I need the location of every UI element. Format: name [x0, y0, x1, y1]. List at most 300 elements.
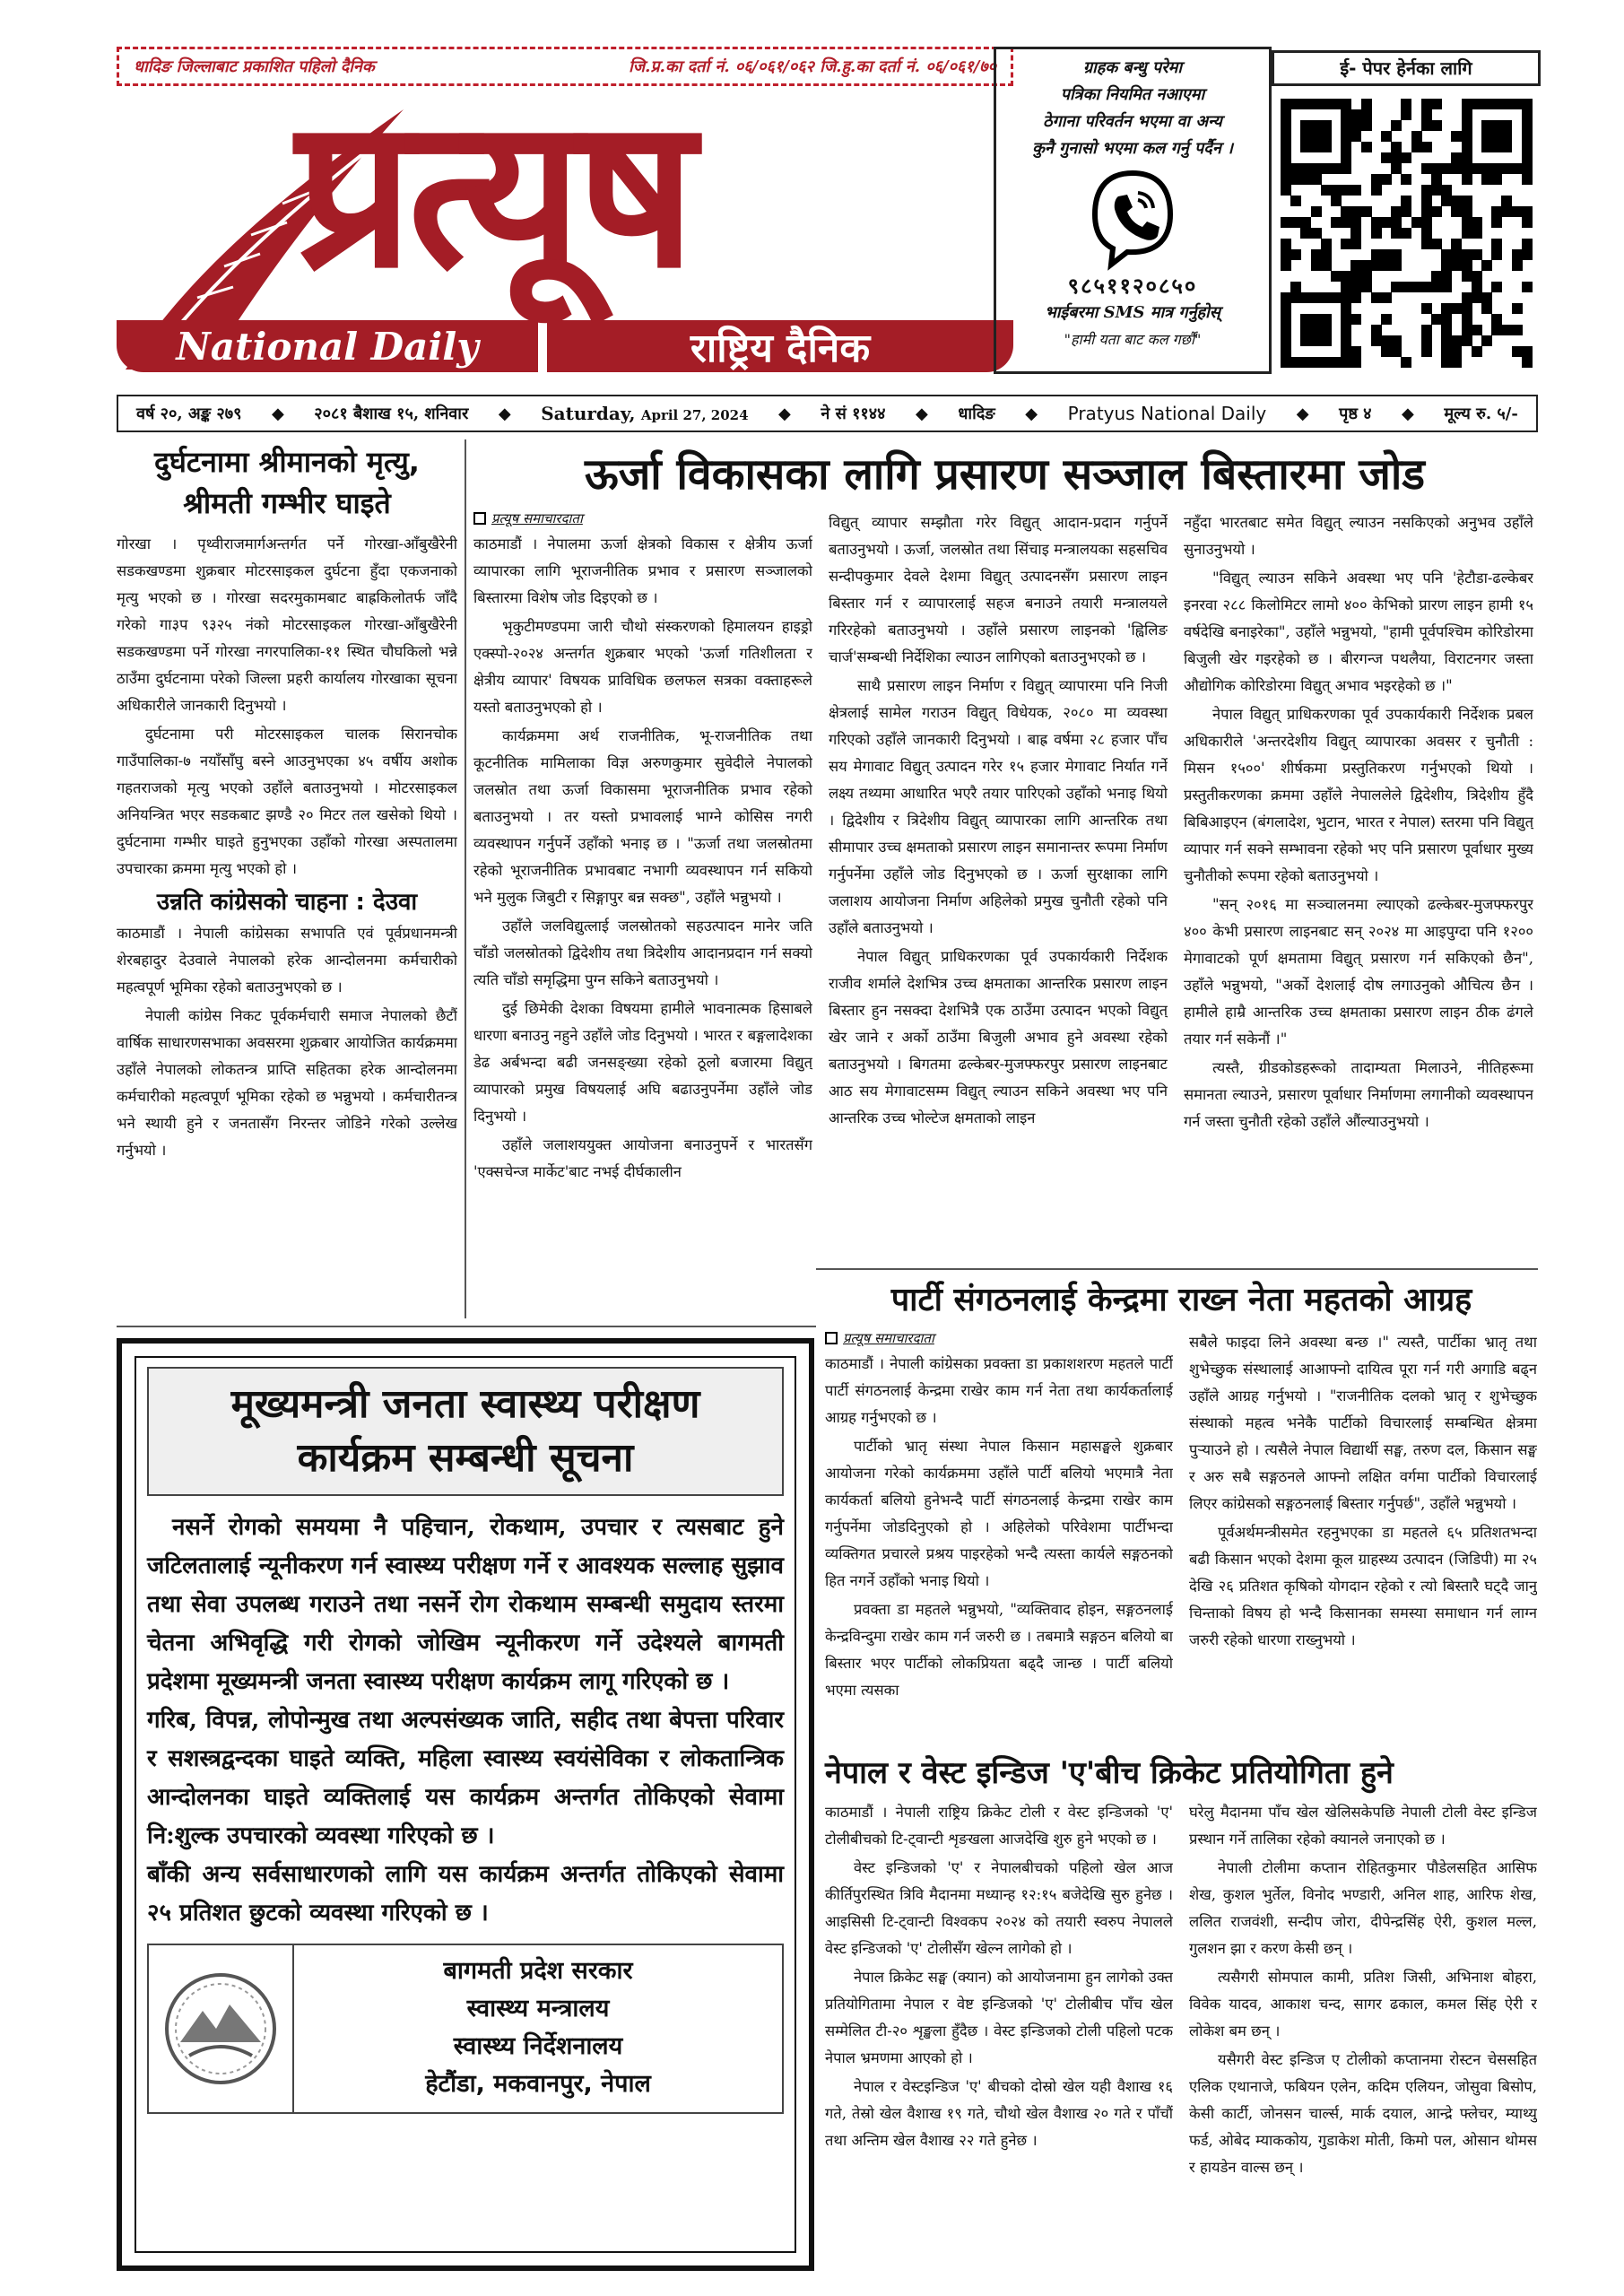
ad-footer-line-2: स्वास्थ्य मन्त्रालय — [466, 1995, 610, 2022]
qr-module — [1481, 163, 1492, 174]
qr-module — [1501, 99, 1512, 109]
qr-module — [1311, 142, 1322, 152]
qr-module — [1522, 142, 1533, 152]
qr-module — [1341, 325, 1351, 335]
dateline-nepal-era: ने सं ११४४ — [821, 404, 886, 423]
qr-module — [1431, 271, 1442, 282]
qr-module — [1281, 99, 1291, 109]
qr-module — [1472, 346, 1482, 357]
story3-b-para-4: यसैगरी वेस्ट इन्डिज ए टोलीको कप्तानमा रोस्टन चेससहित एलिक एथानाजे, फबियन एलेन, कदिम एलियन, जोसुवा बिसोप, केसी कार्टी, जोनसन चार्ल्स, मार्क दयाल, आन्द्रे फ्लेचर, म्याथ्यु फर्ड, ओबेद म्याककोय, गुडाकेश मोती, किमो पल, ओसान थोमस र हायडेन वाल्स छन् । — [1189, 2051, 1537, 2176]
ad-footer — [147, 1944, 784, 2114]
qr-module — [1300, 357, 1311, 368]
qr-module — [1391, 217, 1402, 228]
qr-module — [1290, 282, 1301, 292]
ad-emblem — [149, 1945, 292, 2112]
qr-module — [1512, 249, 1523, 260]
qr-module — [1311, 292, 1322, 303]
qr-module — [1522, 346, 1533, 357]
qr-module — [1421, 185, 1432, 196]
logo-nepali: राष्ट्रिय दैनिक — [690, 326, 871, 371]
qr-module — [1441, 249, 1452, 260]
qr-module — [1451, 206, 1462, 217]
qr-module — [1381, 217, 1392, 228]
qr-module — [1431, 314, 1442, 325]
qr-module — [1281, 152, 1291, 163]
qr-module — [1311, 120, 1322, 131]
qr-module — [1462, 163, 1472, 174]
headline-accident: दुर्घटनामा श्रीमानको मृत्यु, श्रीमती गम्भीर घाइते — [154, 445, 420, 520]
qr-module — [1281, 142, 1291, 152]
qr-module — [1512, 303, 1523, 314]
qr-module — [1462, 206, 1472, 217]
qr-module — [1522, 217, 1533, 228]
qr-module — [1522, 99, 1533, 109]
qr-module — [1300, 131, 1311, 142]
qr-module — [1491, 239, 1502, 249]
qr-module — [1462, 303, 1472, 314]
health-notice-ad — [117, 1338, 814, 2271]
qr-module — [1431, 282, 1442, 292]
qr-module — [1491, 131, 1502, 142]
qr-module — [1290, 357, 1301, 368]
qr-module — [1381, 131, 1392, 142]
qr-module — [1371, 292, 1382, 303]
qr-module — [1391, 346, 1402, 357]
qr-module — [1401, 109, 1411, 120]
qr-module — [1341, 120, 1351, 131]
qr-module — [1341, 109, 1351, 120]
qr-module — [1441, 303, 1452, 314]
qr-module — [1391, 163, 1402, 174]
qr-module — [1321, 120, 1332, 131]
qr-module — [1331, 163, 1342, 174]
qr-module — [1281, 292, 1291, 303]
story3-headline: नेपाल र वेस्ट इन्डिज 'ए'बीच क्रिकेट प्रतियोगिता हुने — [825, 1755, 1394, 1791]
qr-module — [1321, 292, 1332, 303]
qr-module — [1391, 120, 1402, 131]
qr-module — [1512, 99, 1523, 109]
qr-module — [1421, 325, 1432, 335]
qr-module — [1481, 260, 1492, 271]
qr-module — [1391, 249, 1402, 260]
qr-module — [1501, 131, 1512, 142]
qr-module — [1491, 99, 1502, 109]
qr-module — [1381, 260, 1392, 271]
qr-module — [1341, 152, 1351, 163]
logo-title: प्रत्यूष — [296, 74, 690, 314]
qr-module — [1300, 120, 1311, 131]
qr-module — [1421, 335, 1432, 346]
lead-a-para-5: दुई छिमेकी देशका विषयमा हामीले भावनात्मक हिसाबले धारणा बनाउनु नहुने उहाँले जोड दिनुभयो । भारत र बङ्गलादेशका डेढ अर्बभन्दा बढी जनसङ्ख्या रहेको ठूलो बजारमा विद्युत् व्यापारको प्रमुख विषयलाई अघि बढाउनुपर्नेमा उहाँले जोड दिनुभयो । — [473, 1000, 812, 1125]
story2-column-b — [1189, 1329, 1537, 1749]
qr-module — [1381, 152, 1392, 163]
qr-module — [1321, 314, 1332, 325]
qr-module — [1300, 99, 1311, 109]
dateline-place: धादिङ — [958, 404, 995, 423]
story3-b-para-2: नेपाली टोलीमा कप्तान रोहितकुमार पौडेलसहित आसिफ शेख, कुशल भुर्तेल, विनोद भण्डारी, अनिल शाह, आरिफ शेख, ललित राजवंशी, सन्दीप जोरा, दीपेन्द्रसिंह ऐरी, कुशल मल्ल, गुलशन झा र करण केसी छन् । — [1189, 1859, 1537, 1957]
lead-byline: प्रत्यूष समाचारदाता — [473, 509, 812, 527]
qr-module — [1361, 120, 1372, 131]
qr-module — [1451, 239, 1462, 249]
qr-module — [1300, 325, 1311, 335]
ad-para-2: गरिब, विपन्न, लोपोन्मुख तथा अल्पसंख्यक जाति, सहीद तथा बेपत्ता परिवार र सशस्त्रद्वन्दका घाइते व्यक्ति, महिला स्वास्थ्य स्वयंसेविका र लोकतान्त्रिक आन्दोलनका घाइते व्यक्तिलाई यस कार्यक्रम अन्तर्गत तोकिएको सेवामा नि:शुल्क उपचारको व्यवस्था गरिएको छ । — [147, 1707, 784, 1849]
story3-a-para-1: काठमाडौं । नेपाली राष्ट्रिय क्रिकेट टोली र वेस्ट इन्डिजको 'ए' टोलीबीचको टि-ट्वान्टी शृङखला आजदेखि शुरु हुने भएको छ । — [825, 1804, 1173, 1848]
qr-module — [1481, 142, 1492, 152]
ad-para-3: बाँकी अन्य सर्वसाधारणको लागि यस कार्यक्रम अन्तर्गत तोकिएको सेवामा २५ प्रतिशत छुटको व्यवस्था गरिएको छ । — [147, 1861, 784, 1926]
lead-a-para-4: उहाँले जलविद्युत्लाई जलस्रोतको सहउत्पादन मानेर जति चाँडो जलस्रोतको द्विदेशीय तथा त्रिदेशीय आदानप्रदान गर्न सक्यो त्यति चाँडो समृद्धिमा पुग्न सकिने बताउनुभयो । — [473, 918, 812, 988]
qr-module — [1522, 109, 1533, 120]
qr-module — [1350, 314, 1361, 325]
qr-module — [1341, 239, 1351, 249]
qr-module — [1281, 335, 1291, 346]
qr-module — [1281, 346, 1291, 357]
qr-module — [1472, 217, 1482, 228]
qr-module — [1472, 271, 1482, 282]
top-strip-left: धादिङ जिल्लाबाट प्रकाशित पहिलो दैनिक — [134, 57, 375, 76]
qr-module — [1311, 314, 1322, 325]
ad-title: मूख्यमन्त्री जनता स्वास्थ्य परीक्षण कार्यक्रम सम्बन्धी सूचना — [147, 1367, 784, 1496]
qr-module — [1341, 163, 1351, 174]
qr-module — [1290, 292, 1301, 303]
qr-module — [1391, 152, 1402, 163]
qr-module — [1462, 228, 1472, 239]
qr-module — [1481, 99, 1492, 109]
qr-module — [1462, 314, 1472, 325]
qr-module — [1411, 217, 1422, 228]
qr-module — [1421, 142, 1432, 152]
lead-column-a — [473, 509, 812, 1317]
ad-issuer — [292, 1945, 782, 2112]
qr-module — [1281, 314, 1291, 325]
qr-module — [1331, 271, 1342, 282]
qr-module — [1481, 174, 1492, 185]
qr-module — [1451, 335, 1462, 346]
story2-column-a — [825, 1329, 1173, 1749]
qr-module — [1311, 325, 1322, 335]
qr-module — [1321, 99, 1332, 109]
qr-module — [1321, 260, 1332, 271]
qr-module — [1522, 163, 1533, 174]
qr-module — [1341, 217, 1351, 228]
qr-module — [1281, 109, 1291, 120]
qr-module — [1462, 131, 1472, 142]
epaper-qr-code[interactable] — [1281, 99, 1532, 368]
qr-module — [1421, 99, 1432, 109]
qr-module — [1401, 152, 1411, 163]
story2-b-para-2: पूर्वअर्थमन्त्रीसमेत रहनुभएका डा महतले ६५ प्रतिशतभन्दा बढी किसान भएको देशमा कूल ग्राहस्थ्य उत्पादन (जिडिपी) मा २५ देखि २६ प्रतिशत कृषिको योगदान रहेको र त्यो बिस्तारै घट्दै जानु चिन्ताको विषय हो भन्दै किसानका समस्या समाधान गर्न लाग्न जरुरी रहेको धारणा राख्नुभयो । — [1189, 1524, 1537, 1648]
qr-module — [1350, 260, 1361, 271]
ad-body — [147, 1509, 784, 1933]
viber-slogan: "हामी यता बाट कल गर्छौं" — [1064, 331, 1202, 348]
lead-c-para-4: "सन् २०१६ मा सञ्चालनमा ल्याएको ढल्केबर-मुजफ्फरपुर ४०० केभी प्रसारण लाइनबाट सन् २०२४ मा आइपुग्दा पनि १२०० मेगावाटको पूर्ण क्षमतामा विद्युत् प्रसारण गर्न सकिएको छैन", उहाँले भन्नुभयो, "अर्को देशलाई दोष लगाउनुको औचित्य छैन । हामीले हाम्रै आन्तरिक उच्च क्षमताका प्रसारण लाइन ठीक ढंगले तयार गर्न सकेनौं ।" — [1184, 896, 1533, 1048]
qr-module — [1281, 185, 1291, 196]
story2-b-para-1: सबैले फाइदा लिने अवस्था बन्छ ।" त्यस्तै, पार्टीका भ्रातृ तथा शुभेच्छुक संस्थालाई आआफ्नो दायित्व पूरा गर्न गरी अगाडि बढ्न उहाँले आग्रह गर्नुभयो । "राजनीतिक दलको भ्रातृ र शुभेच्छुक संस्थाको महत्व भनेकै पार्टीको विचारलाई सम्बन्धित क्षेत्रमा पुऱ्याउने हो । त्यसैले नेपाल विद्यार्थी सङ्घ, तरुण दल, किसान सङ्घ र अरु सबै सङ्गठनले आफ्नो लक्षित वर्गमा पार्टीको विचारलाई लिएर कांग्रेसको सङ्गठनलाई बिस्तार गर्नुपर्छ", उहाँले भन्नुभयो । — [1189, 1334, 1537, 1512]
qr-module — [1321, 239, 1332, 249]
qr-module — [1491, 325, 1502, 335]
accident-para-2: दुर्घटनामा परी मोटरसाइकल चालक सिरानचोक गाउँपालिका-७ नयाँसाँघु बस्ने आउनुभएका ४५ वर्षीय अशोक गहतराजको मृत्यु भएको उहाँले बताउनुभयो । मोटरसाइकल अनियन्त्रित भएर सडकबाट झण्डै २० मिटर तल खसेको थियो । दुर्घटनामा गम्भीर घाइते हुनुभएका उहाँको गोरखा अस्पतालमा उपचारका क्रममा मृत्यु भएको हो । — [117, 726, 457, 877]
qr-module — [1350, 131, 1361, 142]
qr-module — [1350, 206, 1361, 217]
qr-module — [1300, 292, 1311, 303]
qr-module — [1522, 239, 1533, 249]
government-emblem-icon — [162, 1970, 279, 2087]
qr-module — [1441, 196, 1452, 206]
qr-module — [1512, 325, 1523, 335]
qr-module — [1350, 357, 1361, 368]
qr-module — [1441, 325, 1452, 335]
qr-module — [1421, 196, 1432, 206]
qr-module — [1350, 292, 1361, 303]
qr-module — [1462, 109, 1472, 120]
section-divider — [816, 1268, 1538, 1270]
lead-headline: ऊर्जा विकासका लागि प्रसारण सञ्जाल बिस्तारमा जोड — [585, 449, 1425, 500]
qr-module — [1451, 131, 1462, 142]
lead-a-para-2: भृकुटीमण्डपमा जारी चौथो संस्करणको हिमालयन हाइड्रो एक्स्पो-२०२४ अन्तर्गत शुक्रबार भएको 'ऊर्जा गतिशीलता र क्षेत्रीय व्यापार' विषयक प्राविधिक छलफल सत्रका वक्ताहरूले यस्तो बताउनुभएको हो । — [473, 618, 812, 716]
qr-module — [1481, 120, 1492, 131]
qr-module — [1300, 335, 1311, 346]
qr-module — [1361, 282, 1372, 292]
qr-module — [1421, 239, 1432, 249]
qr-module — [1441, 271, 1452, 282]
qr-module — [1350, 228, 1361, 239]
qr-module — [1281, 239, 1291, 249]
qr-module — [1341, 271, 1351, 282]
qr-module — [1311, 249, 1322, 260]
qr-module — [1381, 346, 1392, 357]
ad-footer-line-3: स्वास्थ्य निर्देशनालय — [453, 2032, 623, 2060]
ad-inner-frame — [135, 1356, 796, 2253]
qr-module — [1411, 282, 1422, 292]
qr-module — [1321, 357, 1332, 368]
qr-module — [1491, 249, 1502, 260]
accident-para-1: गोरखा । पृथ्वीराजमार्गअन्तर्गत पर्ने गोरखा-आँबुखैरेनी सडकखण्डमा शुक्रबार मोटरसाइकल दुर्घटना हुँदा एकजनाको मृत्यु भएको छ । गोरखा सदरमुकामबाट बाह्रकिलोतर्फ जाँदै गरेको गा३प ९३२५ नंको मोटरसाइकल गोरखा-आँबुखैरेनी सडकखण्डमा पर्ने गोरखा नगरपालिका-११ स्थित चौघकिलो भन्ने ठाउँमा दुर्घटनामा परेको जिल्ला प्रहरी कार्यालय गोरखाका सूचना अधिकारीले जानकारी दिनुभयो । — [117, 535, 457, 714]
qr-module — [1300, 174, 1311, 185]
qr-module — [1371, 260, 1382, 271]
qr-module — [1311, 335, 1322, 346]
qr-module — [1462, 325, 1472, 335]
qr-module — [1472, 249, 1482, 260]
story2-a-para-2: पार्टीको भ्रातृ संस्था नेपाल किसान महासङ्घले शुक्रबार आयोजना गरेको कार्यक्रममा उहाँले पार्टी बलियो भएमात्रै नेता कार्यकर्ता बलियो हुनेभन्दै पार्टी संगठनलाई केन्द्रमा राखेर काम गर्नुपर्नेमा जोडदिनुएको हो । अहिलेको परिवेशमा पार्टीभन्दा व्यक्तिगत प्रचारले प्रश्रय पाइरहेको भन्दै त्यस्ता कार्यले सङ्गठनको हित नगर्ने उहाँको भनाइ थियो । — [825, 1438, 1173, 1589]
qr-module — [1401, 282, 1411, 292]
qr-module — [1401, 228, 1411, 239]
qr-module — [1371, 228, 1382, 239]
qr-module — [1331, 292, 1342, 303]
ad-footer-line-1: बागमती प्रदेश सरकार — [443, 1957, 633, 1985]
qr-module — [1290, 174, 1301, 185]
logo-nepali-band — [547, 320, 1013, 372]
qr-module — [1481, 303, 1492, 314]
qr-module — [1501, 163, 1512, 174]
qr-module — [1501, 120, 1512, 131]
qr-module — [1381, 174, 1392, 185]
qr-module — [1341, 303, 1351, 314]
qr-module — [1311, 206, 1322, 217]
qr-module — [1441, 335, 1452, 346]
story3-a-para-2: वेस्ट इन्डिजको 'ए' र नेपालबीचको पहिलो खेल आज कीर्तिपुरस्थित त्रिवि मैदानमा मध्यान्ह १२:१५ बजेदेखि सुरु हुनेछ । आइसिसी टि-ट्वान्टी विश्वकप २०२४ को तयारी स्वरुप नेपालले वेस्ट इन्डिजको 'ए' टोलीसँग खेल्न लागेको हो । — [825, 1859, 1173, 1957]
qr-module — [1501, 325, 1512, 335]
qr-module — [1281, 131, 1291, 142]
qr-module — [1491, 206, 1502, 217]
qr-module — [1281, 260, 1291, 271]
qr-module — [1391, 228, 1402, 239]
qr-module — [1462, 217, 1472, 228]
qr-module — [1350, 271, 1361, 282]
qr-module — [1411, 131, 1422, 142]
qr-module — [1341, 185, 1351, 196]
deuba-para-2: नेपाली कांग्रेस निकट पूर्वकर्मचारी समाज नेपालको छैटौं वार्षिक साधारणसभाका अवसरमा शुक्रबार आयोजित कार्यक्रममा उहाँले नेपालको लोकतन्त्र प्राप्ति सहितका हरेक आन्दोलनमा कर्मचारीको महत्वपूर्ण भूमिका रहेको छ भन्नुभयो । कर्मचारीतन्त्र भने स्थायी हुने र जनतासँग निरन्तर जोडिने गरेको उल्लेख गर्नुभयो । — [117, 1007, 457, 1159]
qr-module — [1431, 99, 1442, 109]
qr-module — [1512, 206, 1523, 217]
qr-module — [1462, 260, 1472, 271]
lead-a-para-6: उहाँले जलाशययुक्त आयोजना बनाउनुपर्ने र भारतसँग 'एक्सचेन्ज मार्केट'बाट नभई दीर्घकालीन — [473, 1136, 812, 1180]
logo-english: National Daily — [176, 324, 479, 369]
qr-module — [1290, 99, 1301, 109]
qr-module — [1341, 131, 1351, 142]
qr-module — [1341, 346, 1351, 357]
viber-phone-icon — [1088, 168, 1177, 271]
ad-footer-line-4: हेटौंडा, मकवानपुर, नेपाल — [425, 2070, 651, 2098]
qr-module — [1451, 196, 1462, 206]
qr-module — [1391, 260, 1402, 271]
qr-module — [1472, 282, 1482, 292]
qr-module — [1281, 303, 1291, 314]
qr-module — [1361, 206, 1372, 217]
qr-module — [1361, 109, 1372, 120]
qr-module — [1331, 357, 1342, 368]
left-column — [117, 441, 457, 1320]
qr-module — [1350, 109, 1361, 120]
qr-module — [1501, 206, 1512, 217]
qr-module — [1481, 131, 1492, 142]
qr-module — [1512, 346, 1523, 357]
qr-module — [1361, 260, 1372, 271]
qr-module — [1491, 142, 1502, 152]
qr-module — [1462, 335, 1472, 346]
qr-module — [1401, 196, 1411, 206]
qr-module — [1472, 325, 1482, 335]
qr-module — [1350, 282, 1361, 292]
story2-headline: पार्टी संगठनलाई केन्द्रमा राख्न नेता महतको आग्रह — [890, 1282, 1472, 1318]
qr-module — [1472, 228, 1482, 239]
qr-module — [1321, 163, 1332, 174]
qr-module — [1341, 335, 1351, 346]
qr-module — [1522, 282, 1533, 292]
notice-line-2: पत्रिका नियमित नआएमा — [1060, 85, 1205, 104]
qr-module — [1350, 239, 1361, 249]
qr-module — [1290, 217, 1301, 228]
qr-module — [1441, 163, 1452, 174]
qr-module — [1421, 109, 1432, 120]
qr-module — [1501, 142, 1512, 152]
qr-module — [1421, 120, 1432, 131]
lead-a-para-1: काठमाडौं । नेपालमा ऊर्जा क्षेत्रको विकास र क्षेत्रीय ऊर्जा व्यापारका लागि भूराजनीतिक प्रभाव र प्रसारण सञ्जालको बिस्तारमा विशेष जोड दिइएको छ । — [473, 535, 812, 606]
qr-module — [1512, 260, 1523, 271]
qr-module — [1371, 174, 1382, 185]
qr-module — [1462, 174, 1472, 185]
qr-module — [1321, 325, 1332, 335]
qr-module — [1361, 142, 1372, 152]
qr-module — [1421, 346, 1432, 357]
qr-module — [1491, 314, 1502, 325]
qr-module — [1300, 163, 1311, 174]
qr-module — [1300, 314, 1311, 325]
qr-module — [1391, 282, 1402, 292]
qr-module — [1421, 217, 1432, 228]
left-bottom-divider — [117, 1326, 816, 1327]
story3-column-a — [825, 1799, 1173, 2274]
qr-module — [1290, 196, 1301, 206]
qr-module — [1451, 357, 1462, 368]
qr-module — [1401, 206, 1411, 217]
qr-module — [1441, 260, 1452, 271]
qr-module — [1350, 346, 1361, 357]
qr-module — [1361, 271, 1372, 282]
viber-number: ९८५११२०८५० — [1067, 273, 1198, 299]
story3-b-para-1: घरेलु मैदानमा पाँच खेल खेलिसकेपछि नेपाली टोली वेस्ट इन्डिज प्रस्थान गर्ने तालिका रहेको क्यानले जनाएको छ । — [1189, 1804, 1537, 1848]
qr-module — [1472, 99, 1482, 109]
qr-module — [1331, 217, 1342, 228]
qr-module — [1391, 335, 1402, 346]
qr-module — [1501, 196, 1512, 206]
qr-module — [1462, 99, 1472, 109]
qr-module — [1341, 99, 1351, 109]
lead-c-para-3: नेपाल विद्युत् प्राधिकरणका पूर्व उपकार्यकारी निर्देशक प्रबल अधिकारीले 'अन्तरदेशीय विद्युत् व्यापारका अवसर र चुनौती : मिसन १५००' शीर्षकमा प्रस्तुतिकरण गर्नुभएको थियो । प्रस्तुतीकरणका क्रममा उहाँले नेपाललेले द्विदेशीय, त्रिदेशीय हुँदै बिबिआइएन (बंगलादेश, भुटान, भारत र नेपाल) स्तरमा पनि विद्युत् व्यापार गर्न सक्ने सम्भावना रहेको भए पनि प्रसारण पूर्वाधार मुख्य चुनौतीको रूपमा रहेको बताउनुभयो । — [1184, 706, 1533, 884]
qr-module — [1311, 357, 1322, 368]
qr-module — [1361, 99, 1372, 109]
qr-module — [1491, 163, 1502, 174]
qr-module — [1512, 163, 1523, 174]
qr-module — [1481, 292, 1492, 303]
qr-module — [1431, 185, 1442, 196]
qr-module — [1522, 249, 1533, 260]
qr-module — [1281, 174, 1291, 185]
lead-column-b — [829, 509, 1168, 1263]
qr-module — [1321, 185, 1332, 196]
qr-module — [1431, 120, 1442, 131]
story2-byline: प्रत्यूष समाचारदाता — [825, 1329, 1173, 1347]
qr-module — [1321, 335, 1332, 346]
deuba-para-1: काठमाडौं । नेपाली कांग्रेसका सभापति एवं पूर्वप्रधानमन्त्री शेरबहादुर देउवाले नेपालको हरेक आन्दोलनमा कर्मचारीको महत्वपूर्ण भूमिका रहेको बताउनुभएको छ । — [117, 925, 457, 996]
lead-b-para-3: नेपाल विद्युत् प्राधिकरणका पूर्व उपकार्यकारी निर्देशक राजीव शर्माले देशभित्र उच्च क्षमताका आन्तरिक प्रसारण लाइन बिस्तार हुन नसक्दा देशभित्रै एक ठाउँमा उत्पादन भएको विद्युत् खेर जाने र अर्को ठाउँमा बिजुली अभाव हुने अवस्था रहेको बताउनुभयो । बिगतमा ढल्केबर-मुजफ्फरपुर प्रसारण लाइनबाट आठ सय मेगावाटसम्म विद्युत् ल्याउन सकिने अवस्था भए पनि आन्तरिक उच्च भोल्टेज क्षमताको लाइन — [829, 948, 1168, 1126]
lead-column-c — [1184, 509, 1533, 1263]
qr-module — [1431, 174, 1442, 185]
qr-module — [1341, 292, 1351, 303]
qr-module — [1381, 314, 1392, 325]
qr-module — [1311, 131, 1322, 142]
qr-module — [1421, 206, 1432, 217]
qr-module — [1472, 292, 1482, 303]
qr-module — [1321, 249, 1332, 260]
qr-module — [1281, 120, 1291, 131]
qr-module — [1421, 228, 1432, 239]
qr-module — [1462, 120, 1472, 131]
qr-module — [1281, 217, 1291, 228]
qr-module — [1491, 217, 1502, 228]
qr-module — [1341, 357, 1351, 368]
qr-module — [1462, 292, 1472, 303]
qr-module — [1411, 142, 1422, 152]
qr-module — [1341, 206, 1351, 217]
dateline-price: मूल्य रु. ५/- — [1444, 404, 1518, 423]
subscriber-notice-box — [994, 47, 1272, 374]
qr-module — [1401, 174, 1411, 185]
qr-module — [1331, 99, 1342, 109]
qr-module — [1281, 249, 1291, 260]
qr-module — [1371, 185, 1382, 196]
qr-module — [1451, 303, 1462, 314]
story2-a-para-1: काठमाडौं । नेपाली कांग्रेसका प्रवक्ता डा प्रकाशशरण महतले पार्टी पार्टी संगठनलाई केन्द्रमा राखेर काम गर्न नेता तथा कार्यकर्तालाई आग्रह गर्नुभएको छ । — [825, 1355, 1173, 1426]
story2-a-para-3: प्रवक्ता डा महतले भन्नुभयो, "व्यक्तिवाद होइन, सङ्गठनलाई केन्द्रविन्दुमा राखेर काम गर्न जरुरी छ । तबमात्रै सङ्गठन बलियो बा बिस्तार भएर पार्टीको लोकप्रियता बढ्दै जान्छ । पार्टी बलियो भएमा त्यसका — [825, 1601, 1173, 1699]
